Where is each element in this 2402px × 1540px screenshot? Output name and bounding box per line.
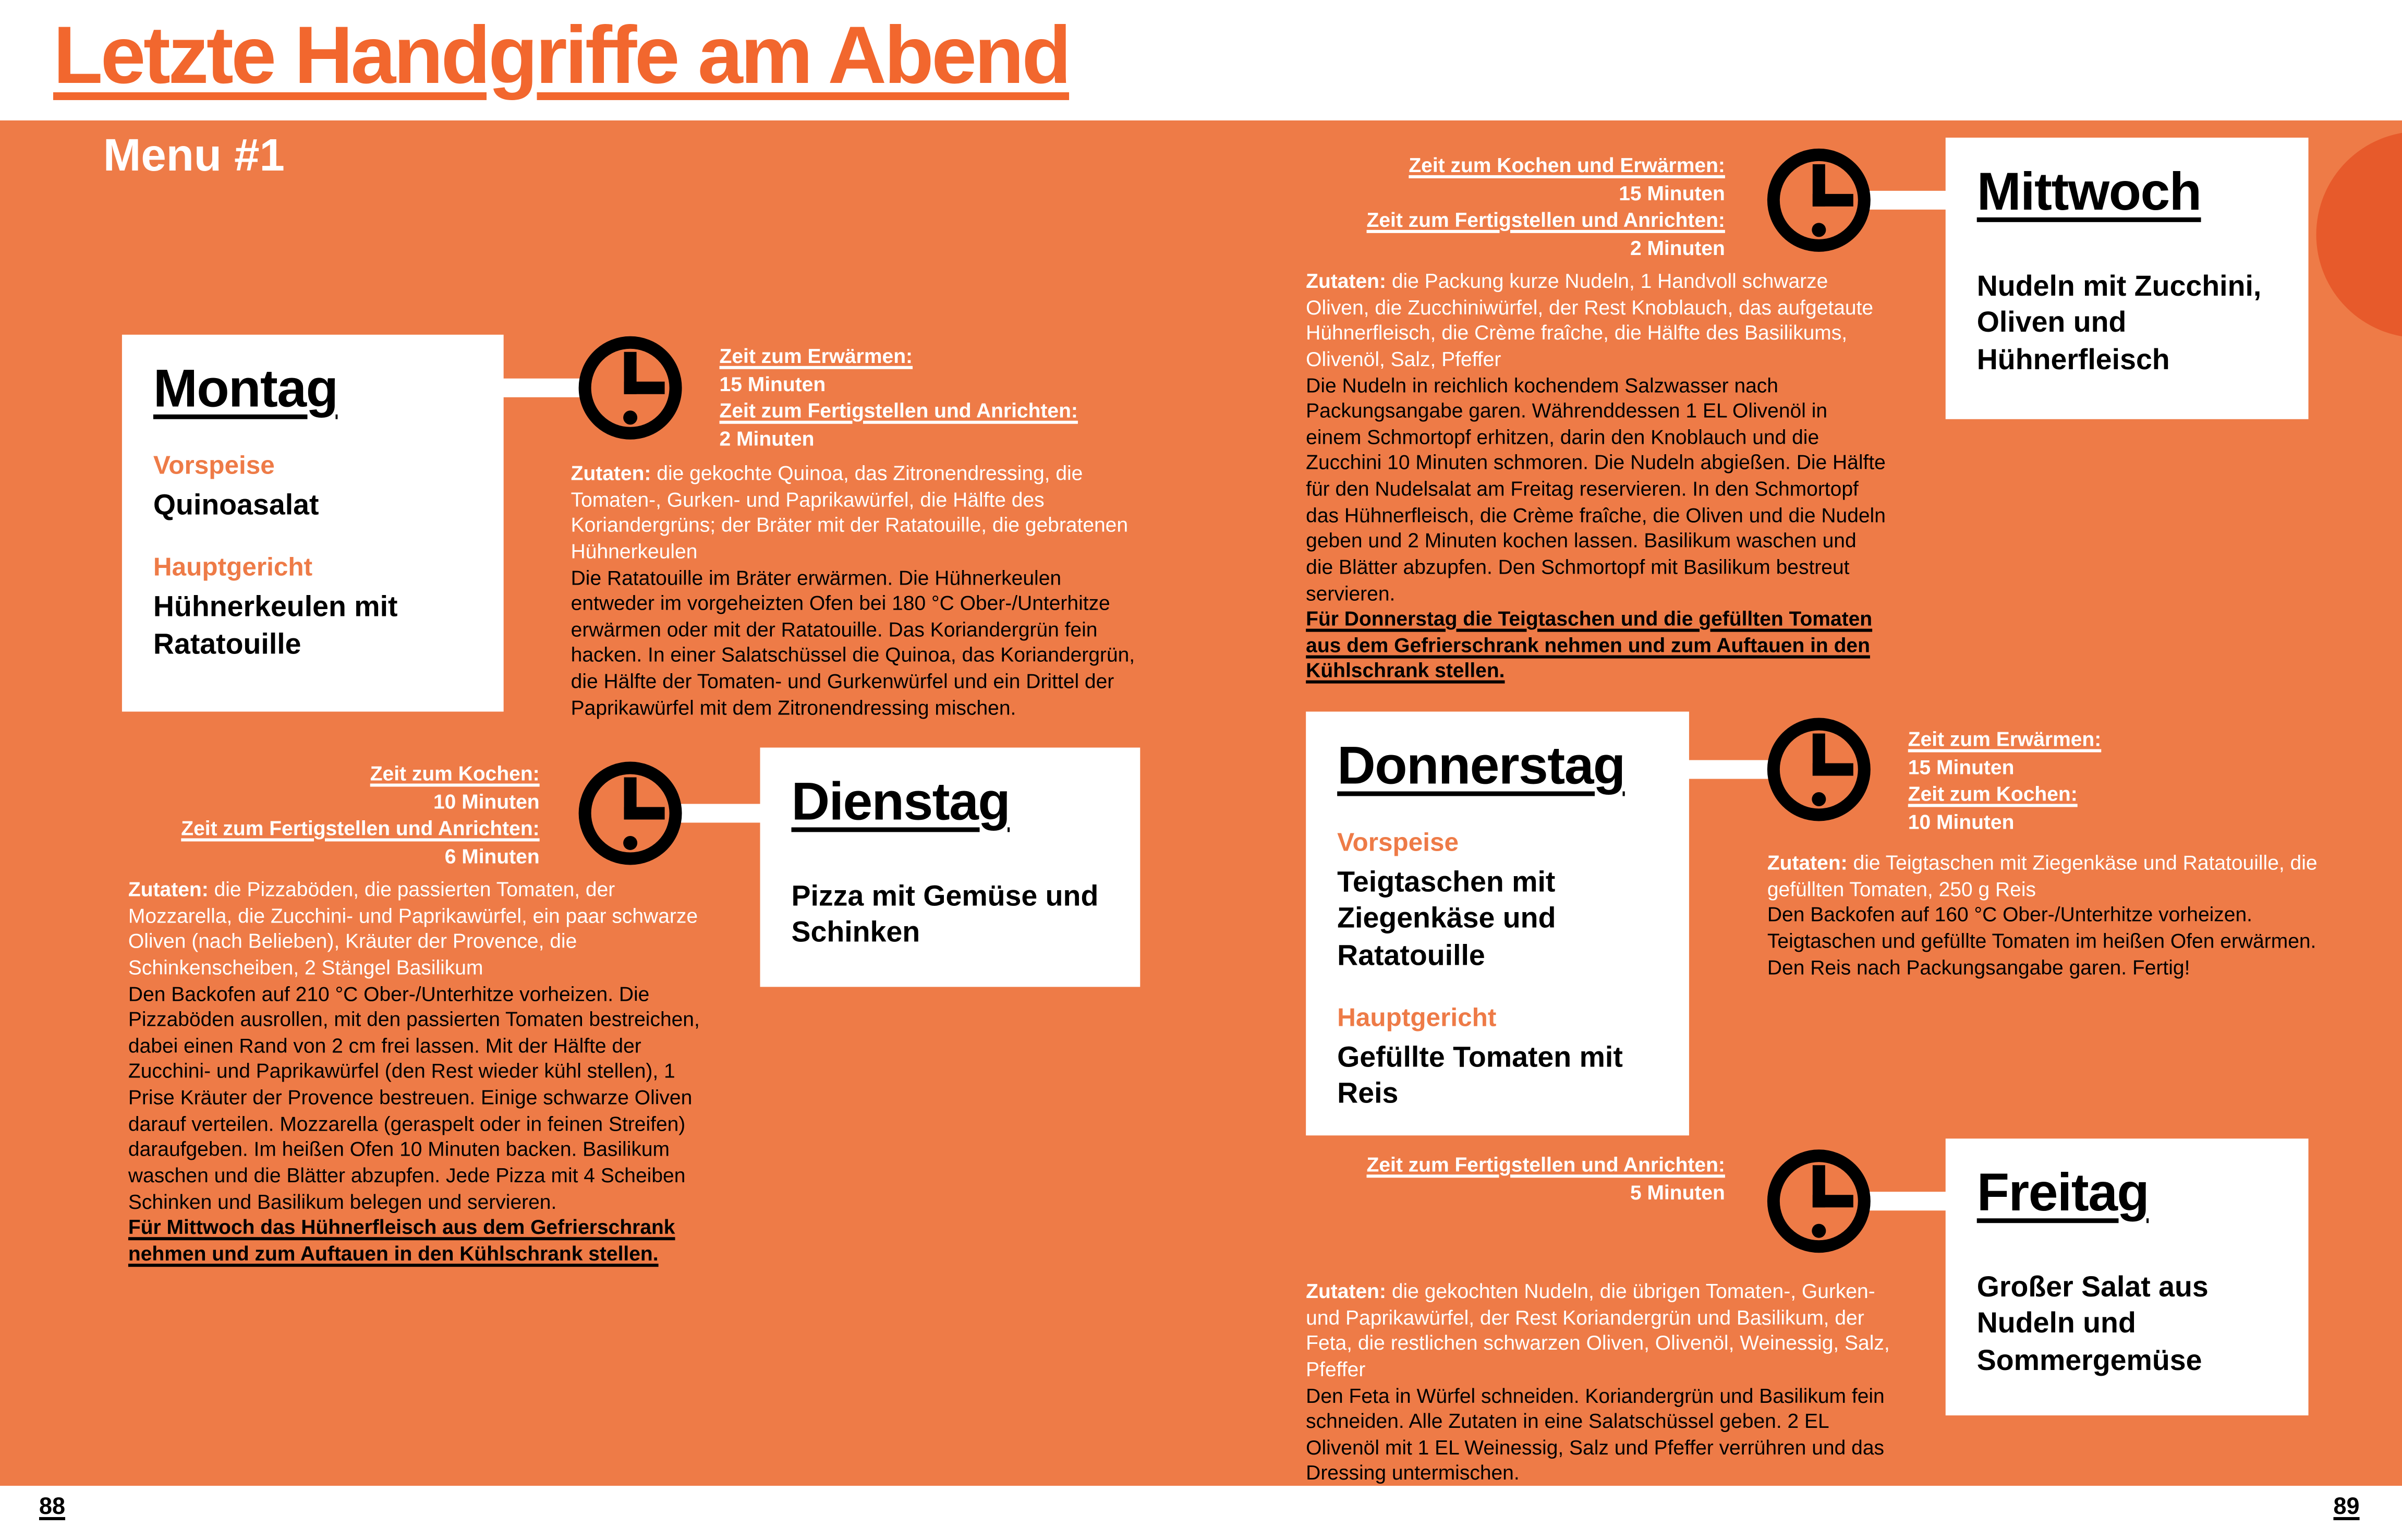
day-title-dienstag: Dienstag: [791, 772, 1010, 832]
ingredients-text: die Pizzaböden, die passierten Tomaten, der Mozzarella, die Zucchini- und Paprikawürfel, ein paar schwarze Oliven (nach Belieben), Kräuter der Provence, die Schinkenscheiben, 2 Stängel Basilikum: [128, 877, 698, 979]
ingredients: [1306, 269, 1888, 373]
course-label: Hauptgericht: [153, 554, 313, 583]
connector-line: [1683, 760, 1772, 779]
recipe-montag: [571, 462, 1139, 722]
menu-label: Menu #1: [103, 131, 285, 181]
ingredients: [1767, 851, 2318, 903]
timing-value: 2 Minuten: [719, 426, 815, 450]
course-label: Vorspeise: [153, 452, 275, 480]
day-card-dienstag: [760, 748, 1141, 987]
course: [1337, 829, 1658, 973]
clock-icon: [1764, 715, 1874, 824]
connector-line: [493, 379, 584, 397]
reminder-note: Für Mittwoch das Hühnerfleisch aus dem Gefrierschrank nehmen und zum Auftauen in den Kühlschrank stellen.: [128, 1215, 675, 1265]
ingredients-label: Zutaten:: [128, 877, 209, 901]
day-title-montag: Montag: [153, 359, 338, 419]
day-title-mittwoch: Mittwoch: [1976, 162, 2201, 222]
timing-label: Zeit zum Erwärmen:: [719, 344, 913, 368]
ingredients-text: die gekochte Quinoa, das Zitronendressing, die Tomaten-, Gurken- und Paprikawürfel, die Hälfte des Koriandergrüns; der Bräter mit der Ratatouille, die gebratenen Hühnerkeulen: [571, 461, 1129, 563]
recipe-donnerstag: [1767, 851, 2318, 980]
ingredients-text: die gekochten Nudeln, die übrigen Tomaten-, Gurken- und Paprikawürfel, der Rest Koriandergrün und Basilikum, der Feta, die restlichen schwarzen Oliven, Olivenöl, Weinessig, Salz, Pfeffer: [1306, 1279, 1890, 1381]
day-card-freitag: [1946, 1138, 2309, 1415]
ingredients-label: Zutaten:: [1306, 1279, 1386, 1303]
timing-value: 10 Minuten: [1908, 809, 2015, 833]
ingredients: [571, 462, 1139, 565]
timing-value: 5 Minuten: [1630, 1180, 1725, 1204]
day-card-donnerstag: [1306, 712, 1689, 1136]
timing-label: Zeit zum Fertigstellen und Anrichten:: [1366, 208, 1725, 232]
timing-label: Zeit zum Kochen:: [370, 761, 540, 785]
instructions-text: Die Nudeln in reichlich kochendem Salzwasser nach Packungsangabe garen. Währenddessen 1 EL Olivenöl in einem Schmortopf erhitzen, darin den Knoblauch und die Zucchini 10 Minuten schmoren. Die Nudeln abgießen. Die Hälfte für den Nudelsalat am Freitag reservieren. In den Schmortopf das Hühnerfleisch, die Crème fraîche, die Oliven und die Nudeln geben und 2 Minuten kochen lassen. Basilikum waschen und die Blätter abzupfen. Den Schmortopf mit Basilikum bestreut servieren.: [1306, 373, 1886, 605]
recipe-freitag: [1306, 1279, 1891, 1487]
dish-name: Nudeln mit Zucchini, Oliven und Hühnerfleisch: [1976, 269, 2262, 375]
connector-line: [1866, 1192, 1950, 1210]
course-label: Hauptgericht: [1337, 1004, 1497, 1033]
timing-info-mittwoch: [1318, 152, 1725, 261]
connector-line: [677, 804, 765, 822]
timing-value: 15 Minuten: [1908, 755, 2015, 779]
timing-label: Zeit zum Kochen:: [1908, 782, 2078, 806]
ingredients: [128, 877, 701, 981]
page-number-right: 89: [2333, 1494, 2360, 1521]
recipe-dienstag: [128, 877, 701, 1267]
page-title: Letzte Handgriffe am Abend: [53, 10, 1070, 102]
day-title-freitag: Freitag: [1976, 1163, 2149, 1223]
ingredients-label: Zutaten:: [1306, 269, 1386, 293]
page-number-left: 88: [39, 1494, 66, 1521]
clock-icon: [1764, 145, 1874, 255]
course: [1337, 1004, 1658, 1111]
course: [153, 554, 472, 662]
dish-name: Hühnerkeulen mit Ratatouille: [153, 590, 398, 660]
timing-value: 2 Minuten: [1630, 235, 1725, 259]
clock-icon: [1764, 1146, 1874, 1256]
ingredients-text: die Packung kurze Nudeln, 1 Handvoll schwarze Oliven, die Zucchiniwürfel, der Rest Knoblauch, das aufgetaute Hühnerfleisch, die Crème fraîche, die Hälfte des Basilikums, Olivenöl, Salz, Pfeffer: [1306, 269, 1874, 371]
ingredients: [1306, 1279, 1891, 1383]
timing-label: Zeit zum Kochen und Erwärmen:: [1409, 153, 1725, 177]
day-title-donnerstag: Donnerstag: [1337, 736, 1625, 796]
instructions-text: Die Ratatouille im Bräter erwärmen. Die Hühnerkeulen entweder im vorgeheizten Ofen bei 180 °C Ober-/Unterhitze erwärmen oder mit der Ratatouille. Das Koriandergrün fein hacken. In einer Salatschüssel die Quinoa, das Koriandergrün, die Hälfte der Tomaten- und Gurkenwürfel und ein Drittel der Paprikawürfel mit dem Zitronendressing mischen.: [571, 565, 1135, 719]
timing-info-dienstag: [133, 760, 540, 870]
ingredients-text: die Teigtaschen mit Ziegenkäse und Ratatouille, die gefüllten Tomaten, 250 g Reis: [1767, 851, 2318, 901]
dish-name: Großer Salat aus Nudeln und Sommergemüse: [1976, 1270, 2209, 1376]
reminder-note: Für Donnerstag die Teigtaschen und die gefüllten Tomaten aus dem Gefrierschrank nehmen und zum Auftauen in den Kühlschrank stellen.: [1306, 607, 1873, 683]
timing-value: 10 Minuten: [433, 789, 540, 813]
timing-label: Zeit zum Erwärmen:: [1908, 727, 2102, 751]
timing-value: 6 Minuten: [444, 844, 540, 868]
day-card-mittwoch: [1946, 138, 2309, 419]
dish-name: Pizza mit Gemüse und Schinken: [791, 879, 1099, 949]
timing-info-donnerstag: [1908, 726, 2315, 835]
dish-name: Teigtaschen mit Ziegenkäse und Ratatouille: [1337, 865, 1556, 971]
dish-name: Quinoasalat: [153, 488, 319, 521]
timing-label: Zeit zum Fertigstellen und Anrichten:: [719, 399, 1078, 423]
instructions-text: Den Backofen auf 160 °C Ober-/Unterhitze vorheizen. Teigtaschen und gefüllte Tomaten im heißen Ofen erwärmen. Den Reis nach Packungsangabe garen. Fertig!: [1767, 903, 2316, 978]
ingredients-label: Zutaten:: [1767, 851, 1848, 875]
timing-value: 15 Minuten: [1619, 180, 1725, 204]
clock-icon: [576, 759, 685, 868]
dish-name: Gefüllte Tomaten mit Reis: [1337, 1040, 1623, 1109]
timing-info-montag: [720, 343, 1158, 452]
timing-label: Zeit zum Fertigstellen und Anrichten:: [181, 816, 540, 840]
timing-info-freitag: [1318, 1151, 1725, 1206]
recipe-mittwoch: [1306, 269, 1888, 685]
course-label: Vorspeise: [1337, 829, 1459, 857]
instructions-text: Den Feta in Würfel schneiden. Koriandergrün und Basilikum fein schneiden. Alle Zutaten in eine Salatschüssel geben. 2 EL Olivenöl mit 1 EL Weinessig, Salz und Pfeffer verrühren und das Dressing untermischen.: [1306, 1383, 1885, 1485]
connector-line: [1866, 191, 1950, 210]
day-card-montag: [122, 335, 504, 712]
course: [153, 452, 472, 523]
timing-value: 15 Minuten: [719, 371, 826, 395]
timing-label: Zeit zum Fertigstellen und Anrichten:: [1366, 1153, 1725, 1177]
clock-icon: [576, 333, 685, 443]
instructions-text: Den Backofen auf 210 °C Ober-/Unterhitze vorheizen. Die Pizzaböden ausrollen, mit den passierten Tomaten bestreichen, dabei einen Rand von 2 cm frei lassen. Mit der Hälfte der Zucchini- und Paprikawürfel (den Rest wieder kühl stellen), 1 Prise Kräuter der Provence bestreuen. Einige schwarze Oliven darauf verteilen. Mozzarella (geraspelt oder in feinen Streifen) daraufgeben. Im heißen Ofen 10 Minuten backen. Basilikum waschen und die Blätter abzupfen. Jede Pizza mit 4 Scheiben Schinken und Basilikum belegen und servieren.: [128, 981, 700, 1213]
ingredients-label: Zutaten:: [571, 461, 651, 485]
